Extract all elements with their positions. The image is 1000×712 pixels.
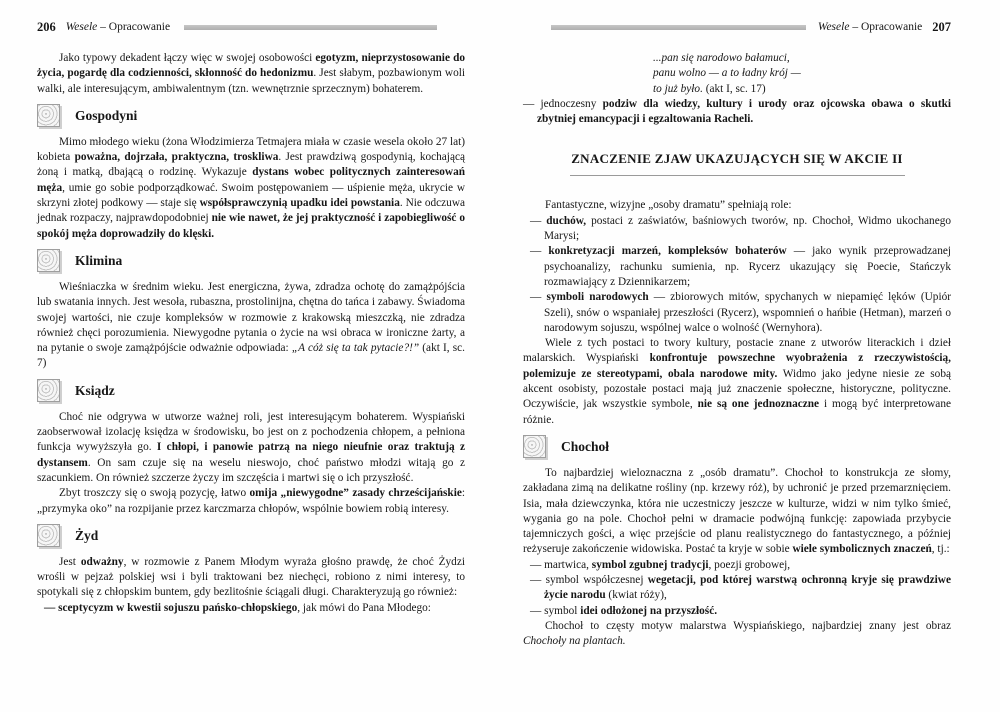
chapter-heading: ZNACZENIE ZJAW UKAZUJĄCYCH SIĘ W AKCIE II <box>571 151 903 167</box>
section-title: Gospodyni <box>75 107 138 123</box>
paragraph <box>37 555 465 601</box>
page-number: 207 <box>932 19 951 34</box>
text-run: — <box>530 214 547 227</box>
bullet-item <box>530 573 951 604</box>
ornament-icon <box>37 524 60 547</box>
text-run: konfrontuje powszechne wyobrażenia z rzeczywistością, polemizuje ze stereotypami, obala narodowe mity. <box>523 352 951 380</box>
header-rule <box>551 25 806 30</box>
section-heading-chochol <box>523 435 951 458</box>
text-run: — jako wynik przeprowadzanej psychoanalizy, rachunku sumienia, np. Rycerz ukazujący się Poecie, Stańczyk rozmawiający z Dziennikarzem; <box>544 245 951 288</box>
text-run: . Jest prawdziwą gospodynią, kochającą żoną i matką, dbającą o rodzinę. Wykazuje <box>37 151 465 179</box>
section-title: Ksiądz <box>75 382 115 398</box>
bullet-item <box>530 290 951 336</box>
paragraph <box>523 466 951 558</box>
text-run: Jest <box>59 555 81 568</box>
bullet-item <box>44 601 465 616</box>
text-run: symbol zgubnej tradycji <box>591 558 709 571</box>
page-left <box>37 20 465 616</box>
header-rule <box>184 25 437 30</box>
paragraph <box>523 336 951 428</box>
text-run: wegetacji, pod której warstwą ochronną kryje się prawdziwe życie narodu <box>544 574 951 602</box>
text-run: ...pan się narodowo bałamuci, <box>653 52 790 64</box>
text-run: duchów, <box>546 214 587 227</box>
text-run: — jednoczesny <box>523 97 603 110</box>
intro-paragraph <box>37 51 465 97</box>
text-run: — symbol <box>530 604 581 617</box>
text-run: podziw dla wiedzy, kultury i urody oraz ojcowska obawa o skutki zbytniej emancypacji i egzaltowania Racheli. <box>537 97 951 126</box>
text-run: (akt I, sc. 17) <box>702 82 766 95</box>
text-run: — symbol współczesnej <box>530 574 648 587</box>
paragraph <box>523 198 951 213</box>
text-run: poważna, dojrzała, praktyczna, troskliwa <box>74 151 279 164</box>
running-header-left <box>37 20 465 34</box>
text-run: nie są one jednoznaczne <box>697 398 820 411</box>
running-title <box>66 21 170 33</box>
text-run: postaci z zaświatów, baśniowych tworów, np. Chochoł, Widmo ukochanego Marysi; <box>544 214 952 243</box>
bullet-item <box>530 214 951 245</box>
text-run: odważny <box>80 555 124 568</box>
text-run: Wieśniaczka w średnim wieku. Jest energiczna, żywa, zdradza ochotę do zamążpójścia lub swatania innych. Jest wesoła, rubaszna, prostolinijna, chętna do tańca i zabawy. Świadoma swojej wartości, nie czuje kompleksów w rozmowie z krakowską mieszczką, nie zdradza również chęci porozumienia. Niewygodne pytania o życie na wsi obraca w ironiczne żarty, a na pytanie o swoje zamążpójście odważnie odpowiada: <box>37 280 465 355</box>
running-title-book: Wesele <box>817 21 850 33</box>
ornament-icon <box>37 104 60 127</box>
paragraph <box>37 135 465 242</box>
text-run: Widmo jako jedyne niesie ze sobą akcent osobisty, pozostałe postaci mają już znaczenie społeczne, historyczne, polityczne. Oczywiście, jak wszystkie symbole, <box>523 367 951 411</box>
text-run: Wiele z tych postaci to twory kultury, postacie znane z utworów literackich i dzieł malarskich. Wyspiański <box>523 337 951 365</box>
text-run: (akt I, sc. 7) <box>37 342 465 370</box>
section-title: Chochoł <box>561 438 610 454</box>
text-run: — <box>530 245 549 258</box>
text-run: egotyzm, nieprzystosowanie do życia, pogardę dla codzienności, skłonność do hedonizmu <box>37 52 465 80</box>
text-run: . Jest słabym, pozbawionym woli walki, ale interesującym, ambiwalentnym (tzn. wewnętrznie sprzecznym) bohaterem. <box>37 67 465 95</box>
page-number: 206 <box>37 19 56 34</box>
text-run: panu wolno — a to ładny krój — <box>653 67 801 80</box>
verse-line <box>653 82 951 97</box>
section-title: Żyd <box>75 527 99 543</box>
section-heading-ksiadz <box>37 379 465 402</box>
running-title-rest: – Opracowanie <box>849 21 923 33</box>
paragraph <box>523 619 951 650</box>
ornament-icon <box>523 435 546 458</box>
text-run: Fantastyczne, wizyjne „osoby dramatu” spełniają role: <box>545 199 792 212</box>
text-run: idei odłożonej na przyszłość. <box>580 604 718 617</box>
text-run: — martwica, <box>530 558 592 571</box>
verse-line <box>653 51 951 66</box>
text-run: Chochoły na plantach. <box>523 635 626 648</box>
text-run: , tj.: <box>931 543 950 556</box>
text-run: . On sam czuje się na weselu nieswojo, choć państwo młodzi witają go z szacunkiem. On również szczerze życzy im szczęścia i martwi się o ich przyszłość. <box>37 456 465 484</box>
ornament-icon <box>37 379 60 402</box>
page-right <box>523 20 951 650</box>
bullet-item <box>530 244 951 290</box>
text-run: — zbiorowych mitów, spychanych w niepamięć lęków (Upiór Szeli), snów o wspaniałej przeszłości (Rycerz), wspomnień o hańbie (Hetman), marzeń o narodowym sojuszu, wspólnej walce o wolność (Wernyhora). <box>544 291 951 334</box>
text-run: współsprawczynią upadku idei powstania <box>199 197 400 210</box>
text-run: To najbardziej wieloznaczna z „osób dramatu”. Chochoł to konstrukcja ze słomy, zakładana zimą na delikatne rośliny (np. krzewy róż), by uchronić je przed przemarznięciem. Isia, mała dziewczynka, która nie uczestniczy jeszcze w kulturze, widzi w nim tylko śmieć, wygania go na pole. Chochoł pełni w dramacie podwójną funkcję: zapowiada przybycie tajemniczych gości, a więc przejście od planu realistycznego do fantastycznego, a później reżyseruje zakończenie widowiska. Postać ta kryje w sobie <box>523 466 951 556</box>
running-title-rest: – Opracowanie <box>97 21 171 33</box>
bullet-item <box>523 97 951 128</box>
text-run: Chochoł to częsty motyw malarstwa Wyspiańskiego, najbardziej znany jest obraz <box>545 619 951 632</box>
text-run: . Nie odczuwa jednak rozpaczy, najprawdopodobniej <box>37 197 465 225</box>
text-run: , w rozmowie z Panem Młodym wyraża głośno prawdę, że choć Żydzi wrośli w pejzaż polskiej wsi i byli traktowani bez niechęci, robiono z nimi interesy, to spotykali się z chłopskim buntem, gdy bezlitośnie ściągali długi. Charakteryzują go również: <box>37 555 465 599</box>
text-run: Jako typowy dekadent łączy więc w swojej osobowości <box>59 52 316 64</box>
text-run: : „przymyka oko” na rozpijanie przez karczmarza chłopów, wspólnie bowiem robią interesy. <box>37 487 465 515</box>
chapter-heading-rule <box>570 175 905 176</box>
text-run: Zbyt troszczy się o swoją pozycję, łatwo <box>59 487 250 500</box>
section-title: Klimina <box>75 252 123 268</box>
text-run: — sceptycyzm w kwestii sojuszu pańsko-chłopskiego <box>44 601 298 614</box>
text-run: to już było. <box>653 82 703 95</box>
text-run: symboli narodowych <box>546 291 649 304</box>
text-run: — <box>530 291 547 304</box>
text-run: nie wie nawet, że jej praktyczność i zapobiegliwość o spokój męża doprowadziły do klęski. <box>37 212 465 240</box>
text-run: Mimo młodego wieku (żona Włodzimierza Tetmajera miała w czasie wesela około 27 lat) kobieta <box>37 135 465 164</box>
text-run: , umie go sobie podporządkować. Swoim postępowaniem — uśpienie męża, ukrycie w skrzyni złotej podkowy — staje się <box>37 181 465 210</box>
section-heading-zyd <box>37 524 465 547</box>
section-heading-gospodyni <box>37 104 465 127</box>
text-run: Choć nie odgrywa w utworze ważnej roli, jest interesującym bohaterem. Wyspiański zaobserwował izolację księdza w środowisku, bo jest on z pochodzenia chłopem, a pełniona funkcja wywyższyła go. <box>37 410 465 454</box>
running-header-right <box>523 20 951 34</box>
text-run: I chłopi, i panowie patrzą na niego nieufnie oraz traktują z dystansem <box>37 441 466 469</box>
text-run: dystans wobec politycznych zainteresowań męża <box>37 166 466 194</box>
bullet-item <box>530 604 951 619</box>
text-run: konkretyzacji marzeń, kompleksów bohaterów <box>548 245 787 258</box>
paragraph <box>37 280 465 372</box>
text-run: , poezji grobowej, <box>708 558 791 571</box>
text-run: „A cóż się ta tak pytacie?!” <box>291 342 420 355</box>
section-heading-klimina <box>37 249 465 272</box>
paragraph <box>37 486 465 517</box>
text-run: (kwiat róży), <box>605 589 667 602</box>
running-title <box>818 21 922 33</box>
ornament-icon <box>37 249 60 272</box>
text-run: i mogą być interpretowane różnie. <box>523 398 951 426</box>
paragraph <box>37 410 465 486</box>
text-run: wiele symbolicznych znaczeń <box>792 543 932 556</box>
verse-line <box>653 66 951 81</box>
verse-quote <box>653 51 951 97</box>
text-run: , jak mówi do Pana Młodego: <box>297 601 431 614</box>
bullet-item <box>530 558 951 573</box>
text-run: omija „niewygodne” zasady chrześcijańskie <box>249 487 462 500</box>
running-title-book: Wesele <box>65 21 98 33</box>
